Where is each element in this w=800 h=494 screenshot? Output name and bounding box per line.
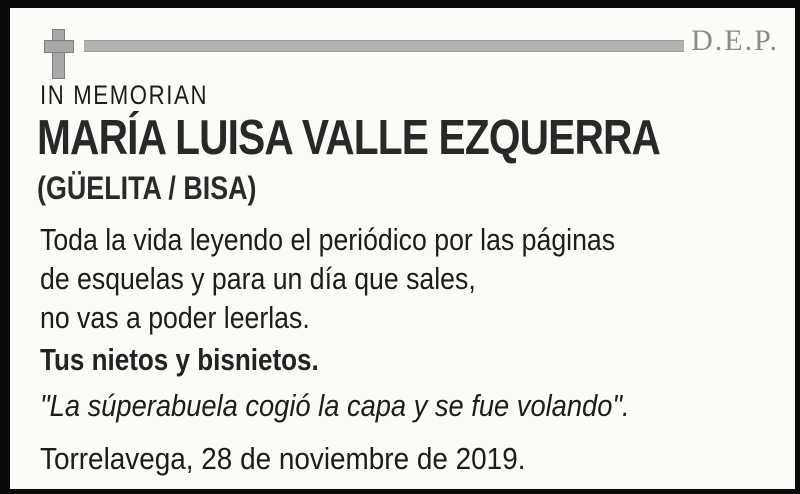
deceased-nicknames: (GÜELITA / BISA)	[37, 170, 257, 206]
place-date-line: Torrelavega, 28 de noviembre de 2019.	[40, 441, 526, 476]
dep-label: D.E.P.	[691, 24, 779, 57]
cross-icon-vertical-arm	[52, 29, 65, 79]
memorial-message	[40, 220, 615, 337]
memorial-message-line: Toda la vida leyendo el periódico por las páginas	[40, 222, 616, 257]
quote-line: "La súperabuela cogió la capa y se fue volando".	[40, 388, 630, 423]
memorial-message-line: de esquelas y para un día que sales,	[40, 261, 476, 296]
signature-line: Tus nietos y bisnietos.	[40, 342, 319, 377]
memorial-message-line: no vas a poder leerlas.	[40, 300, 310, 335]
in-memoriam-label: IN MEMORIAN	[40, 80, 209, 110]
header-rule	[84, 40, 684, 52]
cross-icon-horizontal-arm	[44, 40, 74, 53]
deceased-name: MARÍA LUISA VALLE EZQUERRA	[37, 111, 661, 165]
